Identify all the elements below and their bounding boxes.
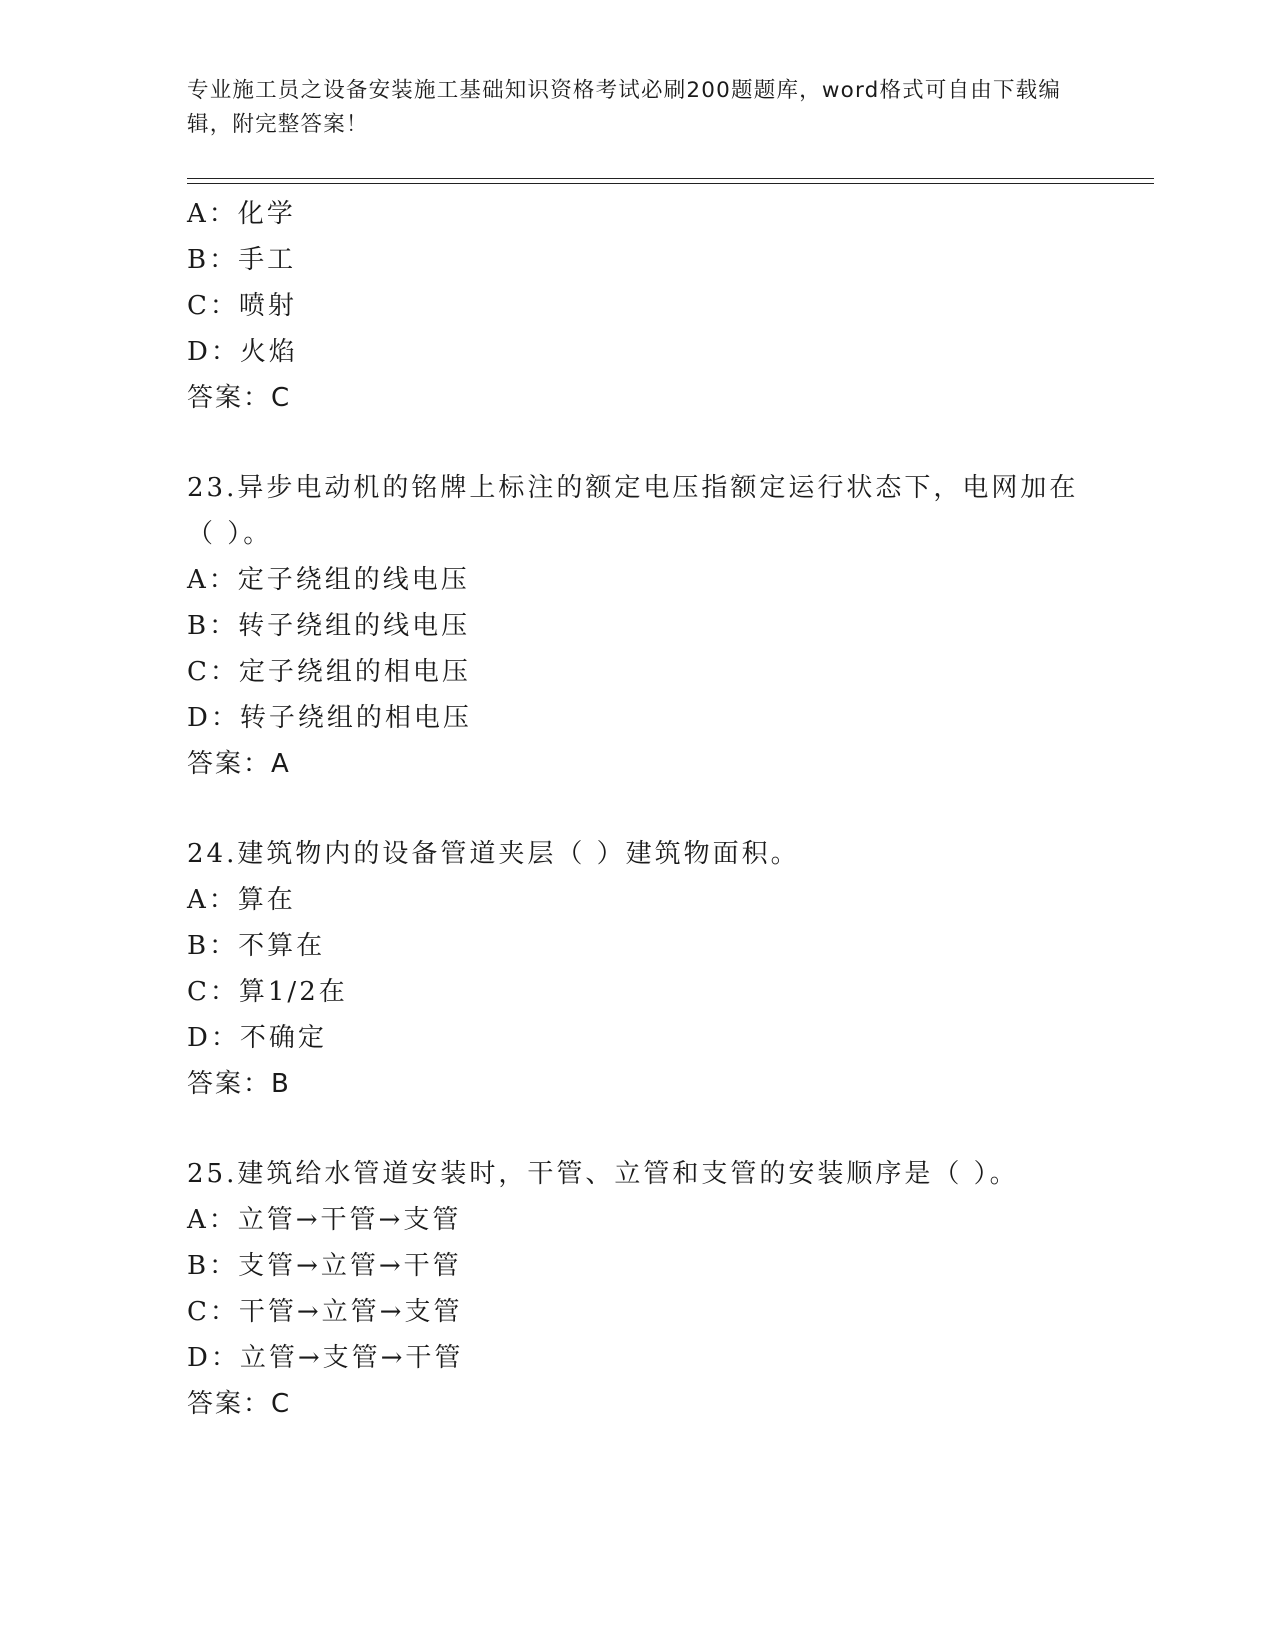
option-d: D：立管→支管→干管 — [187, 1343, 464, 1373]
option-b: B：手工 — [187, 245, 297, 275]
header-divider-top — [187, 178, 1154, 179]
question-text: 24.建筑物内的设备管道夹层（ ）建筑物面积。 — [187, 839, 800, 869]
option-a: A：立管→干管→支管 — [187, 1205, 462, 1235]
option-c: C：定子绕组的相电压 — [187, 657, 471, 687]
header-divider-bottom — [187, 183, 1154, 184]
option-d: D：火焰 — [187, 337, 298, 367]
option-b: B：支管→立管→干管 — [187, 1251, 462, 1281]
option-b: B：转子绕组的线电压 — [187, 611, 471, 641]
option-c: C：干管→立管→支管 — [187, 1297, 463, 1327]
partial-question-block — [187, 191, 1154, 421]
option-c: C：喷射 — [187, 291, 297, 321]
answer: 答案：C — [187, 1389, 292, 1419]
option-c: C：算1/2在 — [187, 977, 348, 1007]
question-block-25 — [187, 1151, 1154, 1427]
option-a: A：化学 — [187, 199, 296, 229]
answer: 答案：A — [187, 749, 291, 779]
question-block-24 — [187, 831, 1154, 1107]
option-d: D：不确定 — [187, 1023, 327, 1053]
spacer — [187, 1107, 1154, 1151]
spacer — [187, 421, 1154, 465]
question-text: 23.异步电动机的铭牌上标注的额定电压指额定运行状态下，电网加在（ ）。 — [187, 473, 1079, 549]
option-b: B：不算在 — [187, 931, 326, 961]
question-block-23 — [187, 465, 1154, 787]
document-body — [187, 191, 1154, 1427]
question-text: 25.建筑给水管道安装时，干管、立管和支管的安装顺序是（ ）。 — [187, 1159, 1019, 1189]
option-a: A：定子绕组的线电压 — [187, 565, 470, 595]
option-a: A：算在 — [187, 885, 296, 915]
answer: 答案：B — [187, 1069, 291, 1099]
answer: 答案：C — [187, 383, 292, 413]
option-d: D：转子绕组的相电压 — [187, 703, 472, 733]
document-header: 专业施工员之设备安装施工基础知识资格考试必刷200题题库，word格式可自由下载编辑，附完整答案！ — [187, 78, 1062, 137]
spacer — [187, 787, 1154, 831]
